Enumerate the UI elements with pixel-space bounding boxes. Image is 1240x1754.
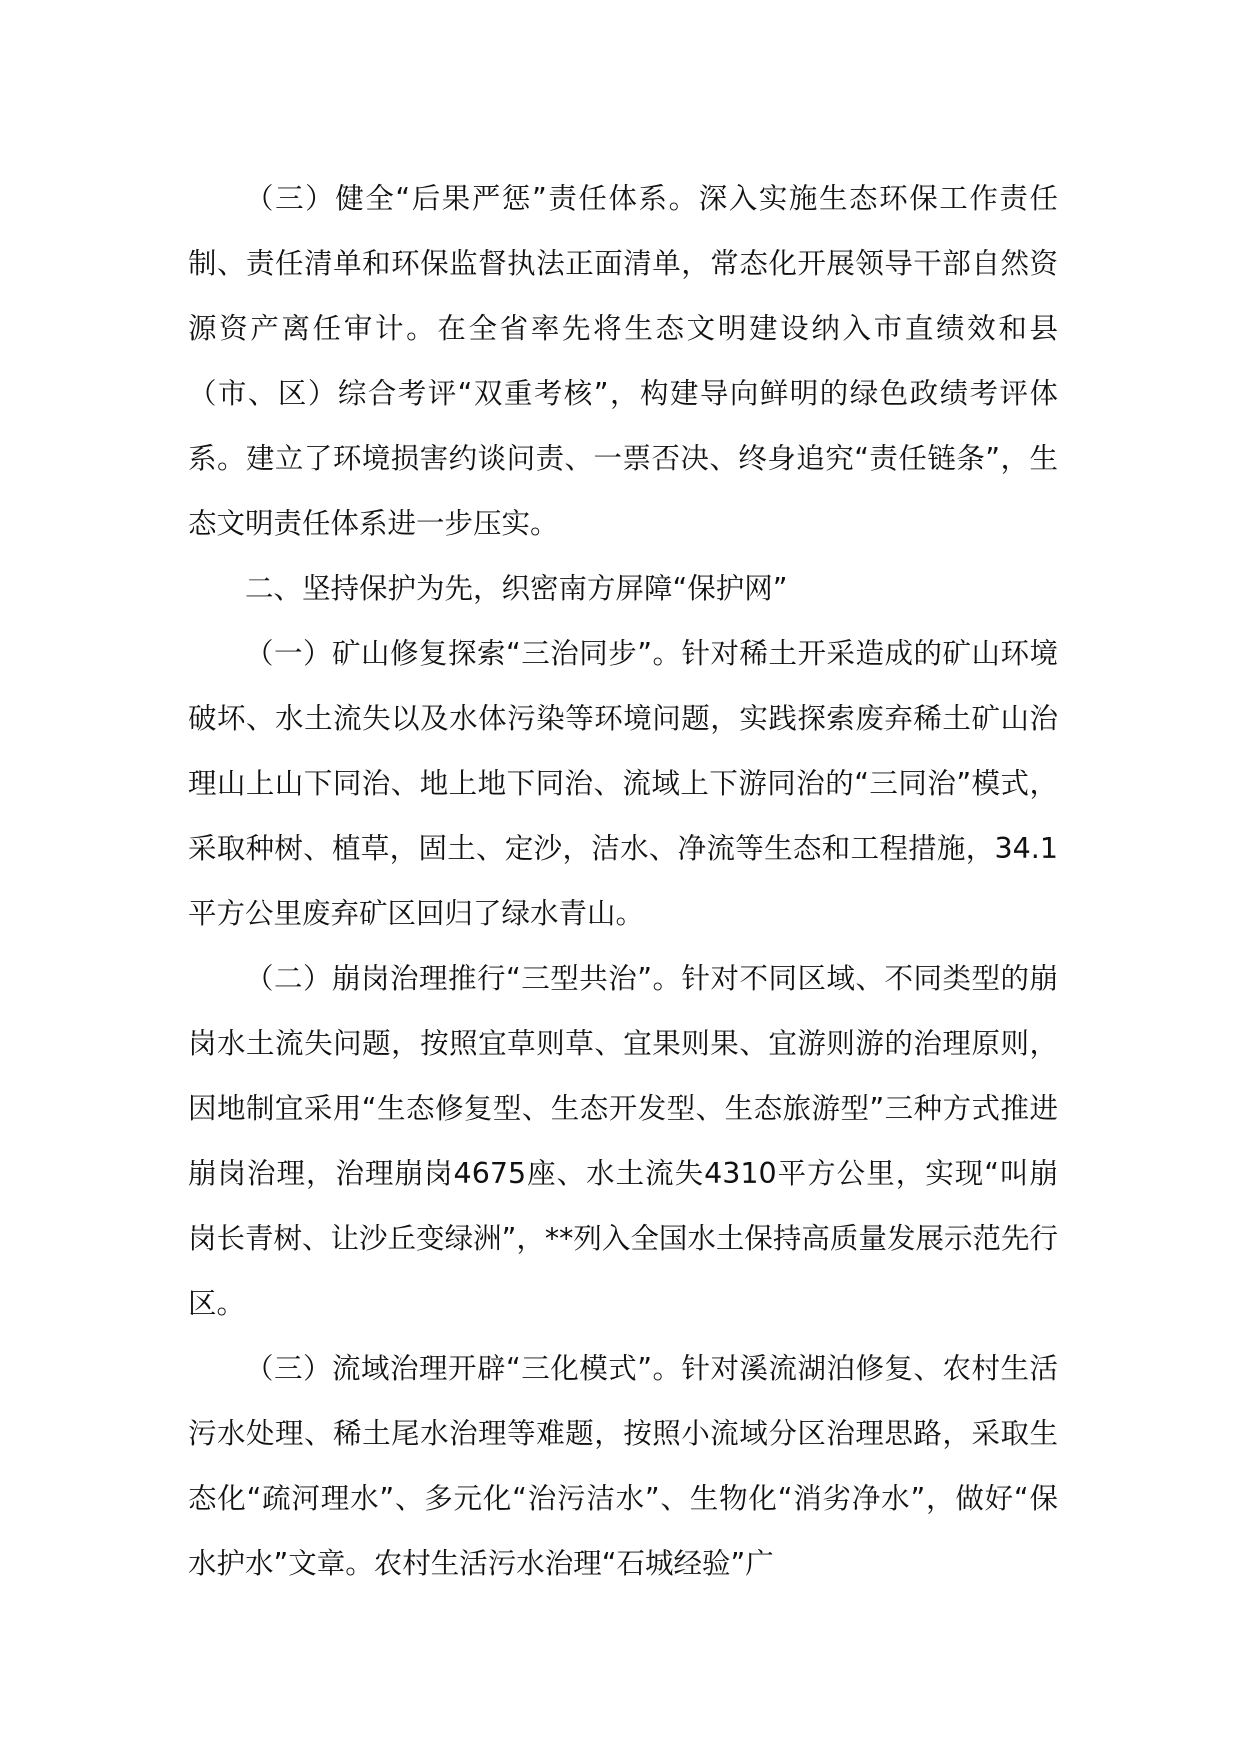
paragraph-watershed-governance: （三）流域治理开辟“三化模式”。针对溪流湖泊修复、农村生活污水处理、稀土尾水治理等难题，按照小流域分区治理思路，采取生态化“疏河理水”、多元化“治污洁水”、生物化“消劣净水”，做好“保水护水”文章。农村生活污水治理“石城经验”广 [188, 1352, 1058, 1580]
paragraph-collapse-governance: （二）崩岗治理推行“三型共治”。针对不同区域、不同类型的崩岗水土流失问题，按照宜草则草、宜果则果、宜游则游的治理原则，因地制宜采用“生态修复型、生态开发型、生态旅游型”三种方式推进崩岗治理，治理崩岗4675座、水土流失4310平方公里，实现“叫崩岗长青树、让沙丘变绿洲”，**列入全国水土保持高质量发展示范先行区。 [188, 962, 1058, 1320]
document-page [188, 166, 1058, 1596]
paragraph-responsibility-system: （三）健全“后果严惩”责任体系。深入实施生态环保工作责任制、责任清单和环保监督执法正面清单，常态化开展领导干部自然资源资产离任审计。在全省率先将生态文明建设纳入市直绩效和县（市、区）综合考评“双重考核”，构建导向鲜明的绿色政绩考评体系。建立了环境损害约谈问责、一票否决、终身追究“责任链条”，生态文明责任体系进一步压实。 [188, 182, 1058, 540]
paragraph-mine-restoration: （一）矿山修复探索“三治同步”。针对稀土开采造成的矿山环境破坏、水土流失以及水体污染等环境问题，实践探索废弃稀土矿山治理山上山下同治、地上地下同治、流域上下游同治的“三同治”模式，采取种树、植草，固土、定沙，洁水、净流等生态和工程措施，34.1平方公里废弃矿区回归了绿水青山。 [188, 637, 1058, 930]
section-heading-protection: 二、坚持保护为先，织密南方屏障“保护网” [245, 572, 788, 605]
